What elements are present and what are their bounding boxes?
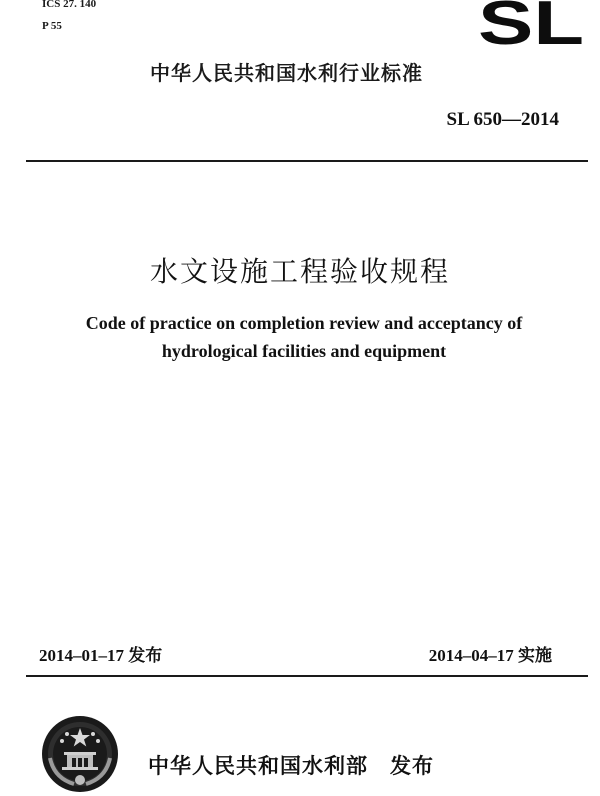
standard-category: 中华人民共和国水利行业标准: [150, 61, 423, 85]
svg-text:SL: SL: [478, 0, 584, 52]
title-chinese: 水文设施工程验收规程: [149, 255, 450, 288]
effective-date: 2014–04–17 实施: [428, 646, 552, 665]
national-emblem-icon: [40, 714, 120, 794]
publisher: [148, 750, 434, 780]
standard-number: SL 650—2014: [446, 109, 559, 130]
top-divider: [26, 160, 588, 162]
publisher-name: 中华人民共和国水利部: [148, 754, 368, 778]
ccs-code: P 55: [42, 20, 62, 32]
title-english-line-1: Code of practice on completion review and acceptancy of: [85, 313, 523, 333]
title-english-line-2: hydrological facilities and equipment: [161, 341, 447, 361]
sl-logo-icon: [476, 0, 586, 52]
publisher-action: 发布: [390, 754, 434, 778]
bottom-divider: [26, 675, 588, 677]
title-english: [20, 309, 588, 365]
issue-date: 2014–01–17 发布: [39, 646, 163, 665]
ics-code: ICS 27. 140: [42, 0, 97, 10]
